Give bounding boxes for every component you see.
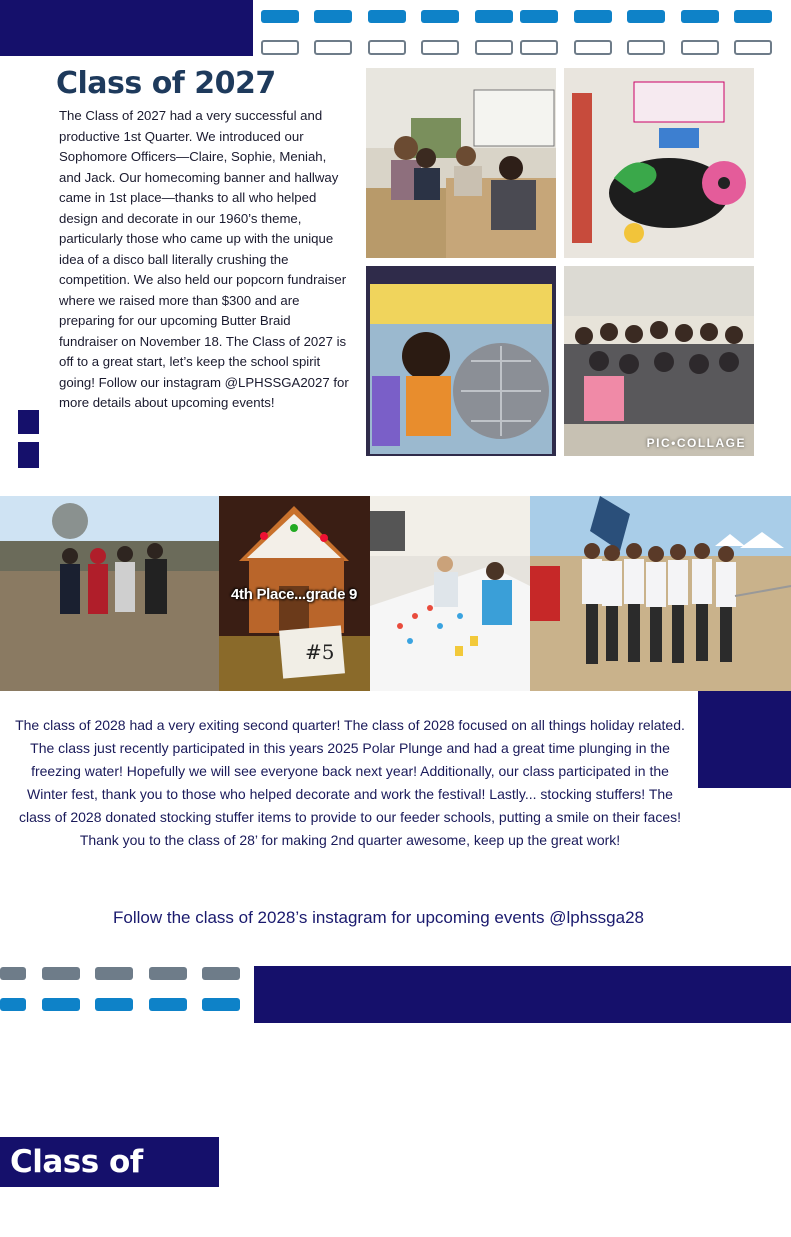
photo-pltw-wall (564, 68, 754, 258)
collage-watermark: PIC•COLLAGE (646, 436, 746, 450)
class-2027-body: The Class of 2027 had a very successful and productive 1st Quarter. We introduced our Sophomore Officers—Claire, Sophie, Meniah, and Jack. Our homecoming banner and hallway came in 1st place—thanks to all who helped design and decorate in our 1960’s theme, particularly those who came up with the unique idea of a disco ball literally crushing the competition. We also held our popcorn fundraiser where we raised more than $300 and are preparing for our upcoming Butter Braid fundraiser on November 18. The Class of 2027 is off to a great start, let’s keep the school spirit going! Follow our instagram @LPHSSGA2027 for more details about upcoming events! (59, 108, 349, 410)
decor-block-right (698, 691, 791, 788)
class-2028-body: The class of 2028 had a very exiting second quarter! The class of 2028 focused on all things holiday related. The class just recently participated in this years 2025 Polar Plunge and had a great time plunging in the freezing water! Hopefully we will see everyone back next year! Additionally, our class participated in the Winter fest, thank you to those who helped decorate and work the festival! Lastly... stocking stuffers! The class of 2028 donated stocking stuffer items to provide to our feeder schools, putting a smile on their faces! Thank you to the class of 28’ for making 2nd quarter awesome, keep up the great work! (15, 717, 685, 848)
instagram-follow-line: Follow the class of 2028’s instagram for upcoming events @lphssga28 (113, 908, 645, 927)
photo-polar-plunge (530, 496, 791, 691)
class-2027-title: Class of 2027 (56, 66, 276, 101)
photo-winter-fest (370, 496, 530, 691)
top-navy-band (0, 0, 253, 56)
photo-gingerbread-house (219, 496, 370, 691)
photo-caption-4th-place: 4th Place...grade 9 (231, 586, 358, 603)
class-2028-title: Class of 2028 (0, 1137, 219, 1187)
photo-classroom-group (366, 68, 556, 258)
photo-large-group (564, 266, 754, 456)
contest-number-card: #5 (305, 640, 335, 664)
bottom-navy-band (254, 966, 791, 1023)
photo-disco-banner (366, 266, 556, 456)
photo-costumes (0, 496, 219, 1230)
decor-square-1 (18, 410, 39, 434)
decor-square-2 (18, 442, 39, 468)
